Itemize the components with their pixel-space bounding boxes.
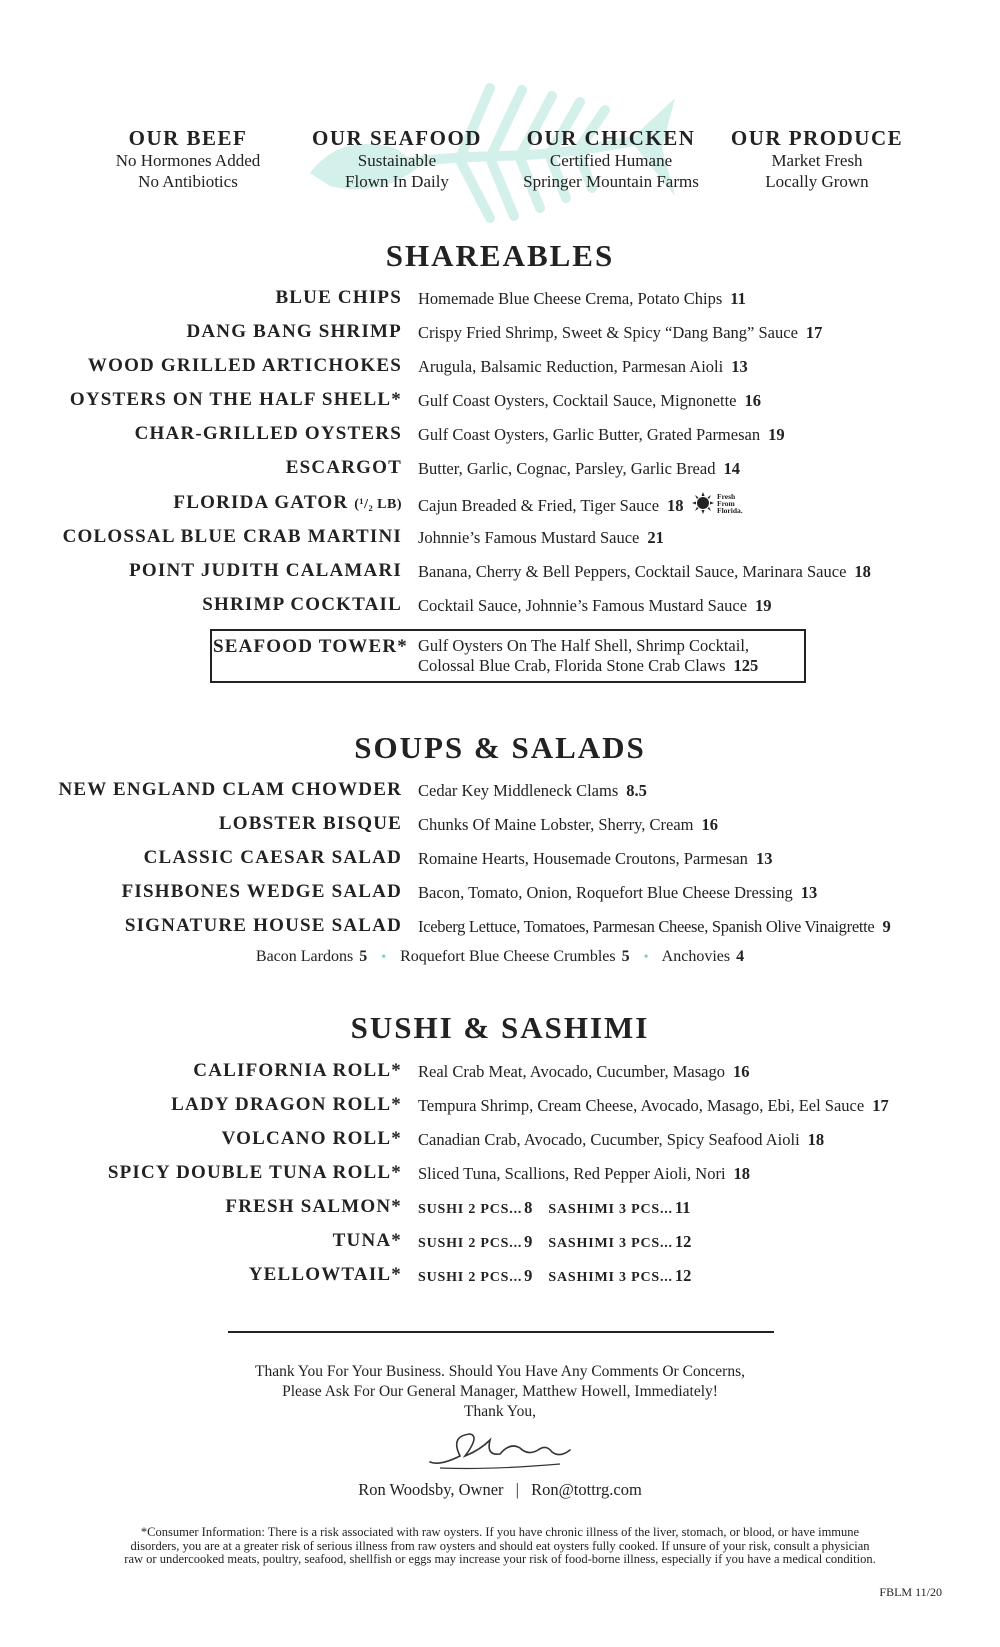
item-description: Gulf Coast Oysters, Garlic Butter, Grated Parmesan 19 — [418, 425, 785, 444]
item-name: SPICY DOUBLE TUNA ROLL* — [107, 1162, 402, 1183]
section-title-shareables: SHAREABLES — [385, 238, 615, 273]
item-name: CALIFORNIA ROLL* — [193, 1060, 402, 1081]
menu-item — [0, 319, 1000, 349]
owner-line — [0, 1480, 1000, 1500]
item-description: Sliced Tuna, Scallions, Red Pepper Aioli, Nori 18 — [418, 1164, 751, 1183]
promise-seafood — [292, 126, 502, 192]
item-name: OYSTERS ON THE HALF SHELL* — [69, 389, 402, 410]
item-name: DANG BANG SHRIMP — [186, 321, 402, 342]
section-title-sushi: SUSHI & SASHIMI — [350, 1010, 650, 1045]
item-price: 13 — [800, 883, 818, 902]
promise-line: Sustainable — [357, 151, 437, 170]
owner-name: Ron Woodsby, Owner — [358, 1480, 504, 1499]
separator-dot: • — [643, 950, 649, 965]
item-description: Cedar Key Middleneck Clams 8.5 — [418, 781, 647, 800]
item-price: 18 — [667, 495, 684, 515]
item-description: Gulf Coast Oysters, Cocktail Sauce, Mignonette 16 — [418, 391, 761, 410]
fresh-from-florida-icon — [692, 491, 750, 523]
item-description: Cocktail Sauce, Johnnie’s Famous Mustard Sauce 19 — [418, 596, 772, 615]
menu-item — [0, 421, 1000, 451]
item-name: FRESH SALMON* — [225, 1196, 402, 1217]
promise-line: Flown In Daily — [345, 172, 449, 191]
salad-addons — [0, 948, 1000, 966]
item-price: 18 — [807, 1130, 825, 1149]
item-price: 9 — [882, 917, 891, 936]
item-description: Romaine Hearts, Housemade Croutons, Parmesan 13 — [418, 849, 773, 868]
promise-line: No Hormones Added — [115, 151, 261, 170]
item-price: 21 — [647, 528, 664, 547]
item-name: FLORIDA GATOR (¹/₂ LB) — [173, 492, 402, 513]
promise-beef — [83, 126, 293, 192]
item-description: Homemade Blue Cheese Crema, Potato Chips 11 — [418, 289, 746, 308]
item-price: 16 — [744, 391, 761, 410]
addon: Bacon Lardons 5 — [255, 948, 368, 965]
menu-item — [0, 387, 1000, 417]
promise-title: OUR PRODUCE — [730, 126, 904, 150]
menu-item — [0, 285, 1000, 315]
owner-email: Ron@tottrg.com — [531, 1480, 642, 1499]
item-description: Johnnie’s Famous Mustard Sauce 21 — [418, 528, 664, 547]
promise-title: OUR BEEF — [128, 126, 248, 150]
menu-item — [0, 777, 1000, 807]
promise-line: Market Fresh — [771, 151, 863, 170]
menu-item — [0, 1160, 1000, 1190]
menu-item — [0, 913, 1000, 943]
item-name: CHAR-GRILLED OYSTERS — [134, 423, 402, 444]
item-name: VOLCANO ROLL* — [221, 1128, 402, 1149]
item-description: Arugula, Balsamic Reduction, Parmesan Aioli 13 — [418, 357, 748, 376]
promise-line: Certified Humane — [549, 151, 673, 170]
promise-line: Locally Grown — [765, 172, 869, 191]
badge-text: Fresh — [716, 492, 735, 501]
item-price: 16 — [732, 1062, 750, 1081]
item-weight: (¹/₂ LB) — [354, 497, 402, 512]
item-name: SEAFOOD TOWER* — [212, 636, 408, 657]
menu-item — [0, 558, 1000, 588]
item-description: Gulf Oysters On The Half Shell, Shrimp Cocktail, Colossal Blue Crab, Florida Stone Crab Claws 125 — [418, 636, 759, 675]
item-price: 17 — [805, 323, 823, 342]
item-price: 19 — [768, 425, 785, 444]
menu-item — [0, 1126, 1000, 1156]
addon: Anchovies 4 — [661, 948, 745, 965]
divider — [228, 1331, 774, 1333]
item-name: FISHBONES WEDGE SALAD — [121, 881, 402, 902]
item-name: WOOD GRILLED ARTICHOKES — [87, 355, 402, 376]
item-price: 125 — [733, 656, 759, 675]
promise-line: Springer Mountain Farms — [523, 172, 699, 191]
signature-icon — [420, 1426, 580, 1476]
badge-text: Florida. — [716, 506, 743, 515]
menu-item — [0, 1262, 1000, 1292]
menu-item — [0, 524, 1000, 554]
menu-item — [0, 1058, 1000, 1088]
menu-item — [0, 455, 1000, 485]
menu-item — [0, 845, 1000, 875]
item-price: 13 — [731, 357, 748, 376]
thank-you-note: Thank You For Your Business. Should You Have Any Comments Or Concerns, Please Ask For Our General Manager, Matthew Howell, Immediately! Thank You, — [254, 1363, 746, 1420]
promise-line: No Antibiotics — [138, 172, 238, 191]
item-price: 17 — [872, 1096, 889, 1115]
separator: | — [515, 1480, 519, 1499]
item-price: 19 — [755, 596, 772, 615]
item-name: SIGNATURE HOUSE SALAD — [124, 915, 402, 936]
section-title-soups-salads: SOUPS & SALADS — [354, 730, 646, 765]
item-description: Crispy Fried Shrimp, Sweet & Spicy “Dang Bang” Sauce 17 — [418, 323, 823, 342]
item-name: BLUE CHIPS — [275, 287, 402, 308]
item-name: CLASSIC CAESAR SALAD — [143, 847, 402, 868]
item-description: Cajun Breaded & Fried, Tiger Sauce 18 Fresh From Florida. — [418, 491, 750, 523]
item-name: ESCARGOT — [285, 457, 402, 478]
item-description: SUSHI 2 PCS... 9 SASHIMI 3 PCS... 12 — [418, 1266, 692, 1285]
item-description: Bacon, Tomato, Onion, Roquefort Blue Cheese Dressing 13 — [418, 883, 818, 902]
item-name: LADY DRAGON ROLL* — [171, 1094, 402, 1115]
item-description: SUSHI 2 PCS... 9 SASHIMI 3 PCS... 12 — [418, 1232, 692, 1251]
item-price: 8.5 — [626, 781, 647, 800]
item-name: NEW ENGLAND CLAM CHOWDER — [58, 779, 402, 800]
item-name: YELLOWTAIL* — [248, 1264, 402, 1285]
item-description: SUSHI 2 PCS... 8 SASHIMI 3 PCS... 11 — [418, 1198, 691, 1217]
item-price: 16 — [701, 815, 719, 834]
item-description: Iceberg Lettuce, Tomatoes, Parmesan Cheese, Spanish Olive Vinaigrette 9 — [418, 917, 891, 936]
menu-item — [0, 1194, 1000, 1224]
item-description: Tempura Shrimp, Cream Cheese, Avocado, Masago, Ebi, Eel Sauce 17 — [418, 1096, 889, 1115]
item-name: SHRIMP COCKTAIL — [202, 594, 402, 615]
promise-title: OUR SEAFOOD — [312, 126, 482, 150]
consumer-disclaimer: *Consumer Information: There is a risk associated with raw oysters. If you have chronic illness of the liver, stomach, or blood, or have immune disorders, you are at a greater risk of serious illness from raw oysters and should eat oysters fully cooked. If unsure of your risk, consult a physician raw or undercooked meats, poultry, seafood, shellfish or eggs may increase your risk of food-borne illness, especially if you have a medical condition. — [124, 1525, 876, 1566]
item-price: 13 — [755, 849, 773, 868]
item-price: 18 — [733, 1164, 751, 1183]
item-name: LOBSTER BISQUE — [218, 813, 402, 834]
item-description: Real Crab Meat, Avocado, Cucumber, Masago 16 — [418, 1062, 750, 1081]
menu-item — [0, 592, 1000, 622]
menu-item — [0, 353, 1000, 383]
item-name: POINT JUDITH CALAMARI — [129, 560, 402, 581]
item-name: TUNA* — [332, 1230, 402, 1251]
promise-produce — [712, 126, 922, 192]
menu-code: FBLM 11/20 — [879, 1585, 942, 1599]
item-price: 11 — [730, 289, 746, 308]
seafood-tower-box — [210, 629, 806, 683]
separator-dot: • — [381, 950, 387, 965]
badge-text: From — [716, 499, 735, 508]
menu-item — [0, 490, 1000, 520]
menu-item — [0, 879, 1000, 909]
menu-item — [0, 811, 1000, 841]
item-description: Butter, Garlic, Cognac, Parsley, Garlic Bread 14 — [418, 459, 740, 478]
promise-title: OUR CHICKEN — [526, 126, 696, 150]
menu-item — [0, 1092, 1000, 1122]
item-price: 14 — [723, 459, 740, 478]
item-description: Canadian Crab, Avocado, Cucumber, Spicy Seafood Aioli 18 — [418, 1130, 825, 1149]
item-name: COLOSSAL BLUE CRAB MARTINI — [62, 526, 402, 547]
addon: Roquefort Blue Cheese Crumbles 5 — [400, 948, 630, 965]
item-price: 18 — [854, 562, 871, 581]
promise-chicken — [506, 126, 716, 192]
menu-item — [0, 1228, 1000, 1258]
item-description: Banana, Cherry & Bell Peppers, Cocktail Sauce, Marinara Sauce 18 — [418, 562, 871, 581]
item-description: Chunks Of Maine Lobster, Sherry, Cream 16 — [418, 815, 719, 834]
